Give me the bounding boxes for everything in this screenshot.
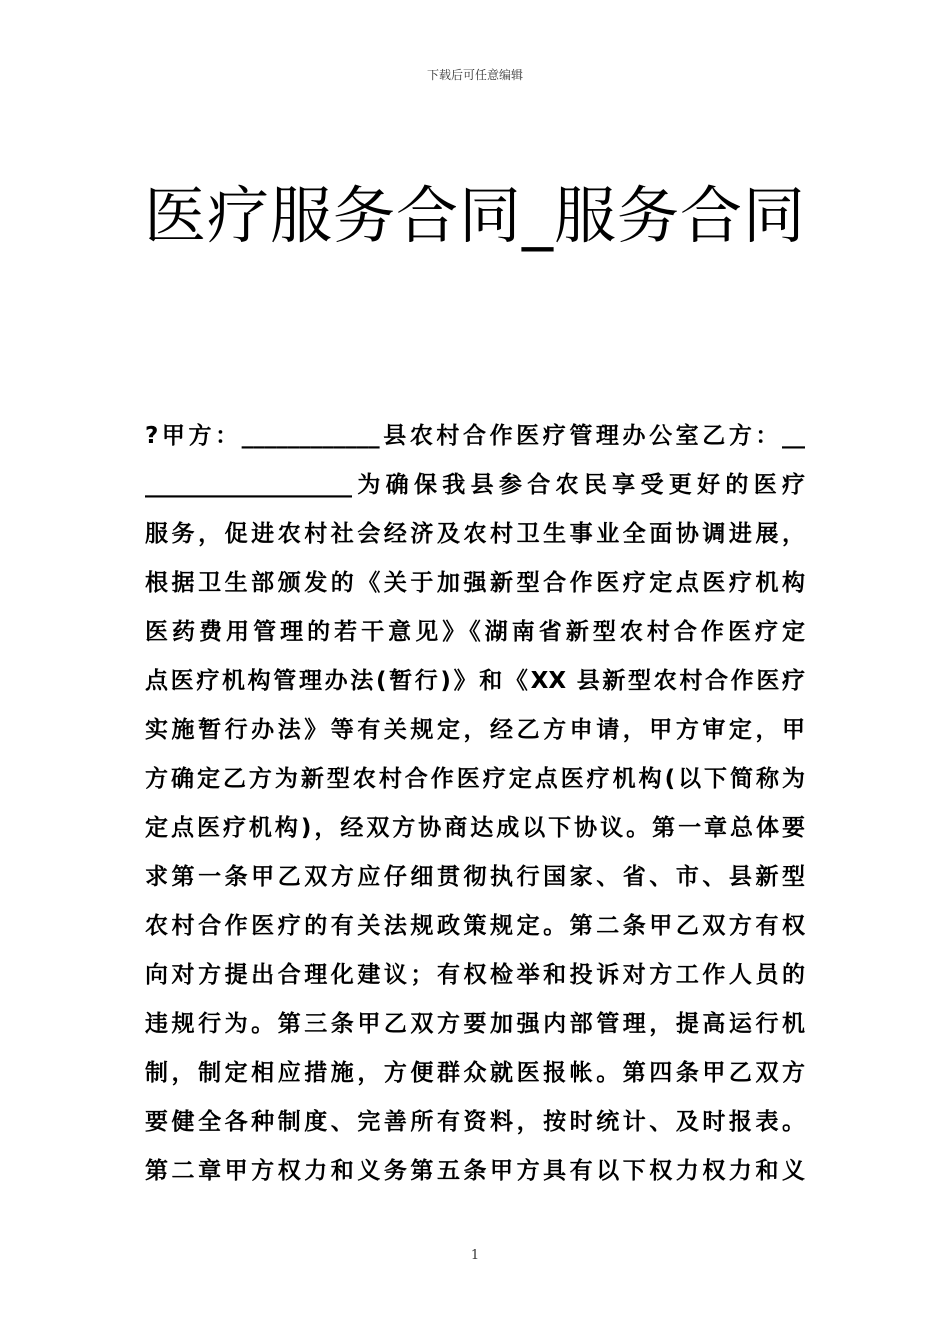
body-line: 向对方提出合理化建议；有权检举和投诉对方工作人员的 — [145, 962, 805, 988]
document-body — [145, 412, 805, 1196]
body-line: ?甲方：____________县农村合作医疗管理办公室乙方：__ — [145, 423, 805, 449]
body-line: 医药费用管理的若干意见》《湖南省新型农村合作医疗定 — [145, 619, 805, 645]
body-line: 第二章甲方权力和义务第五条甲方具有以下权力权力和义 — [145, 1158, 805, 1184]
page-header-note: 下载后可任意编辑 — [426, 68, 523, 82]
body-line: 根据卫生部颁发的《关于加强新型合作医疗定点医疗机构 — [145, 570, 805, 596]
body-line: 服务，促进农村社会经济及农村卫生事业全面协调进展， — [145, 521, 805, 547]
body-line: 定点医疗机构)，经双方协商达成以下协议。第一章总体要 — [145, 815, 805, 841]
body-line: 方确定乙方为新型农村合作医疗定点医疗机构(以下简称为 — [145, 766, 805, 792]
page-number: 1 — [470, 1248, 480, 1263]
body-line: 求第一条甲乙双方应仔细贯彻执行国家、省、市、县新型 — [145, 864, 805, 890]
body-line: 违规行为。第三条甲乙双方要加强内部管理，提高运行机 — [145, 1011, 805, 1037]
body-line: 要健全各种制度、完善所有资料，按时统计、及时报表。 — [145, 1109, 805, 1135]
body-line: __________________为确保我县参合农民享受更好的医疗 — [145, 472, 805, 498]
body-line: 实施暂行办法》等有关规定，经乙方申请，甲方审定，甲 — [145, 717, 805, 743]
body-line: 农村合作医疗的有关法规政策规定。第二条甲乙双方有权 — [145, 913, 805, 939]
document-title: 医疗服务合同_服务合同 — [143, 179, 806, 252]
body-line: 点医疗机构管理办法(暂行)》和《XX 县新型农村合作医疗 — [145, 668, 805, 694]
body-line: 制，制定相应措施，方便群众就医报帐。第四条甲乙双方 — [145, 1060, 805, 1086]
